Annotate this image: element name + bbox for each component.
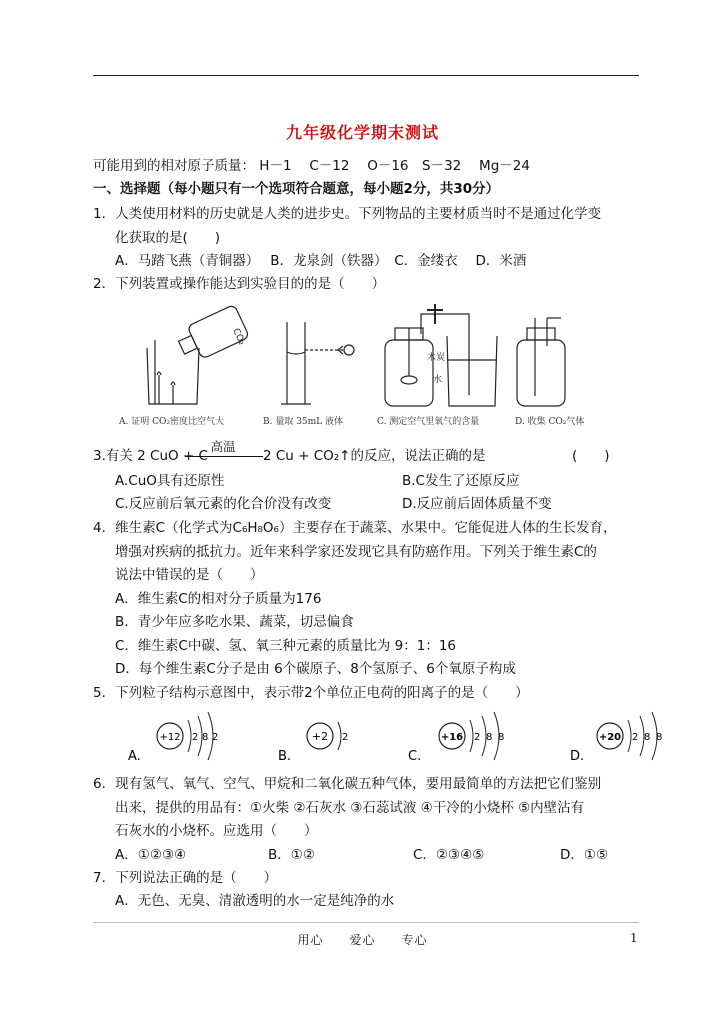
water-label: 水 xyxy=(433,375,443,385)
particle-d-shell-2: 8 xyxy=(644,732,651,743)
apparatus-c-diagram xyxy=(385,304,497,406)
co2-label: CO₂ xyxy=(230,327,247,347)
particle-a-shell-1: 2 xyxy=(192,732,199,743)
particle-c-nucleus: +16 xyxy=(440,732,464,743)
caption-a: A. 证明 CO₂密度比空气大 xyxy=(119,417,224,427)
q3-prefix: 3.有关 2 CuO + C xyxy=(93,448,208,464)
footer-rule xyxy=(93,922,639,923)
page-footer: 用心 爱心 专心 xyxy=(297,933,428,947)
particle-c-letter: C. xyxy=(408,749,422,764)
particle-d xyxy=(570,712,662,764)
q1-options: A．马踏飞燕（青铜器） B．龙泉剑（铁器） C．金缕衣 D．米酒 xyxy=(115,253,527,269)
particle-b-nucleus: +2 xyxy=(311,730,329,743)
q4-line2: 增强对疾病的抵抗力。近年来科学家还发现它具有防癌作用。下列关于维生素C的 xyxy=(115,544,597,560)
q6-line1: 6．现有氢气、氧气、空气、甲烷和二氧化碳五种气体，要用最简单的方法把它们鉴别 xyxy=(93,776,602,792)
q3-option-a: A.CuO具有还原性 xyxy=(115,473,225,489)
q7-stem: 7．下列说法正确的是（ ） xyxy=(93,870,278,886)
q3-condition: 高温 xyxy=(210,439,236,454)
header-rule xyxy=(93,75,639,76)
caption-d: D. 收集 CO₂气体 xyxy=(515,417,585,427)
q5-stem: 5．下列粒子结构示意图中，表示带2个单位正电荷的阳离子的是（ ） xyxy=(93,685,529,701)
particle-b xyxy=(278,722,348,764)
apparatus-a-diagram xyxy=(147,304,249,404)
particle-c-shell-2: 8 xyxy=(486,732,493,743)
particle-a-shell-3: 2 xyxy=(212,732,219,743)
q6-option-a: A．①②③④ xyxy=(115,847,187,863)
caption-c: C. 测定空气里氧气的含量 xyxy=(377,417,480,427)
particle-b-shell-1: 2 xyxy=(342,732,349,743)
particle-a-letter: A. xyxy=(128,749,141,764)
particle-a-nucleus: +12 xyxy=(159,732,181,743)
q4-line1: 4．维生素C（化学式为C₆H₈O₆）主要存在于蔬菜、水果中。它能促进人体的生长发育， xyxy=(93,520,617,536)
q6-line3: 石灰水的小烧杯。应选用（ ） xyxy=(115,823,318,839)
atomic-mass-line: 可能用到的相对原子质量： H－1 C－12 O－16 S－32 Mg－24 xyxy=(93,158,530,174)
q5-particle-diagrams xyxy=(120,708,670,768)
q3-option-c: C.反应前后氧元素的化合价没有改变 xyxy=(115,496,332,512)
q6-option-b: B．①② xyxy=(268,847,315,863)
q4-line3: 说法中错误的是（ ） xyxy=(115,567,264,583)
particle-a xyxy=(128,712,218,764)
q2-apparatus-figure xyxy=(115,300,615,435)
section-heading: 一、选择题（每小题只有一个选项符合题意，每小题2分，共30分） xyxy=(93,181,500,197)
q3-suffix: 2 Cu + CO₂↑的反应，说法正确的是 xyxy=(263,448,486,464)
q6-option-c: C．②③④⑤ xyxy=(413,847,485,863)
q3-reaction-arrow xyxy=(185,456,263,457)
caption-b: B. 量取 35mL 液体 xyxy=(263,417,344,427)
q7-option-a: A．无色、无臭、清澈透明的水一定是纯净的水 xyxy=(115,893,395,909)
q1-line2: 化获取的是( ) xyxy=(115,230,221,246)
particle-c xyxy=(408,712,504,764)
particle-c-shell-1: 2 xyxy=(474,732,481,743)
particle-d-nucleus: +20 xyxy=(598,732,622,743)
q6-option-d: D．①⑤ xyxy=(560,847,609,863)
particle-a-shell-2: 8 xyxy=(202,732,209,743)
page-number: 1 xyxy=(630,931,638,945)
q4-option-d: D．每个维生素C分子是由 6个碳原子、8个氢原子、6个氧原子构成 xyxy=(115,661,516,677)
particle-b-letter: B. xyxy=(278,749,292,764)
apparatus-d-diagram xyxy=(517,318,565,406)
q2-stem: 2．下列装置或操作能达到实验目的的是（ ） xyxy=(93,276,386,292)
particle-d-letter: D. xyxy=(570,749,585,764)
particle-c-shell-3: 8 xyxy=(498,732,505,743)
q3-option-d: D.反应前后固体质量不变 xyxy=(402,496,552,512)
charcoal-label: 木炭 xyxy=(427,353,446,363)
q4-option-b: B．青少年应多吃水果、蔬菜，切忌偏食 xyxy=(115,614,354,630)
q4-option-a: A．维生素C的相对分子质量为176 xyxy=(115,591,322,607)
page-title: 九年级化学期末测试 xyxy=(285,123,439,142)
apparatus-b-diagram xyxy=(281,322,354,404)
q3-blank: ( ) xyxy=(572,448,610,464)
particle-d-shell-3: 8 xyxy=(656,732,663,743)
q6-line2: 出来，提供的用品有：①火柴 ②石灰水 ③石蕊试液 ④干冷的小烧杯 ⑤内壁沾有 xyxy=(115,800,585,816)
q1-line1: 1．人类使用材料的历史就是人类的进步史。下列物品的主要材质当时不是通过化学变 xyxy=(93,206,602,222)
q4-option-c: C．维生素C中碳、氢、氧三种元素的质量比为 9：1：16 xyxy=(115,638,456,654)
q3-option-b: B.C发生了还原反应 xyxy=(402,473,520,489)
particle-d-shell-1: 2 xyxy=(632,732,639,743)
